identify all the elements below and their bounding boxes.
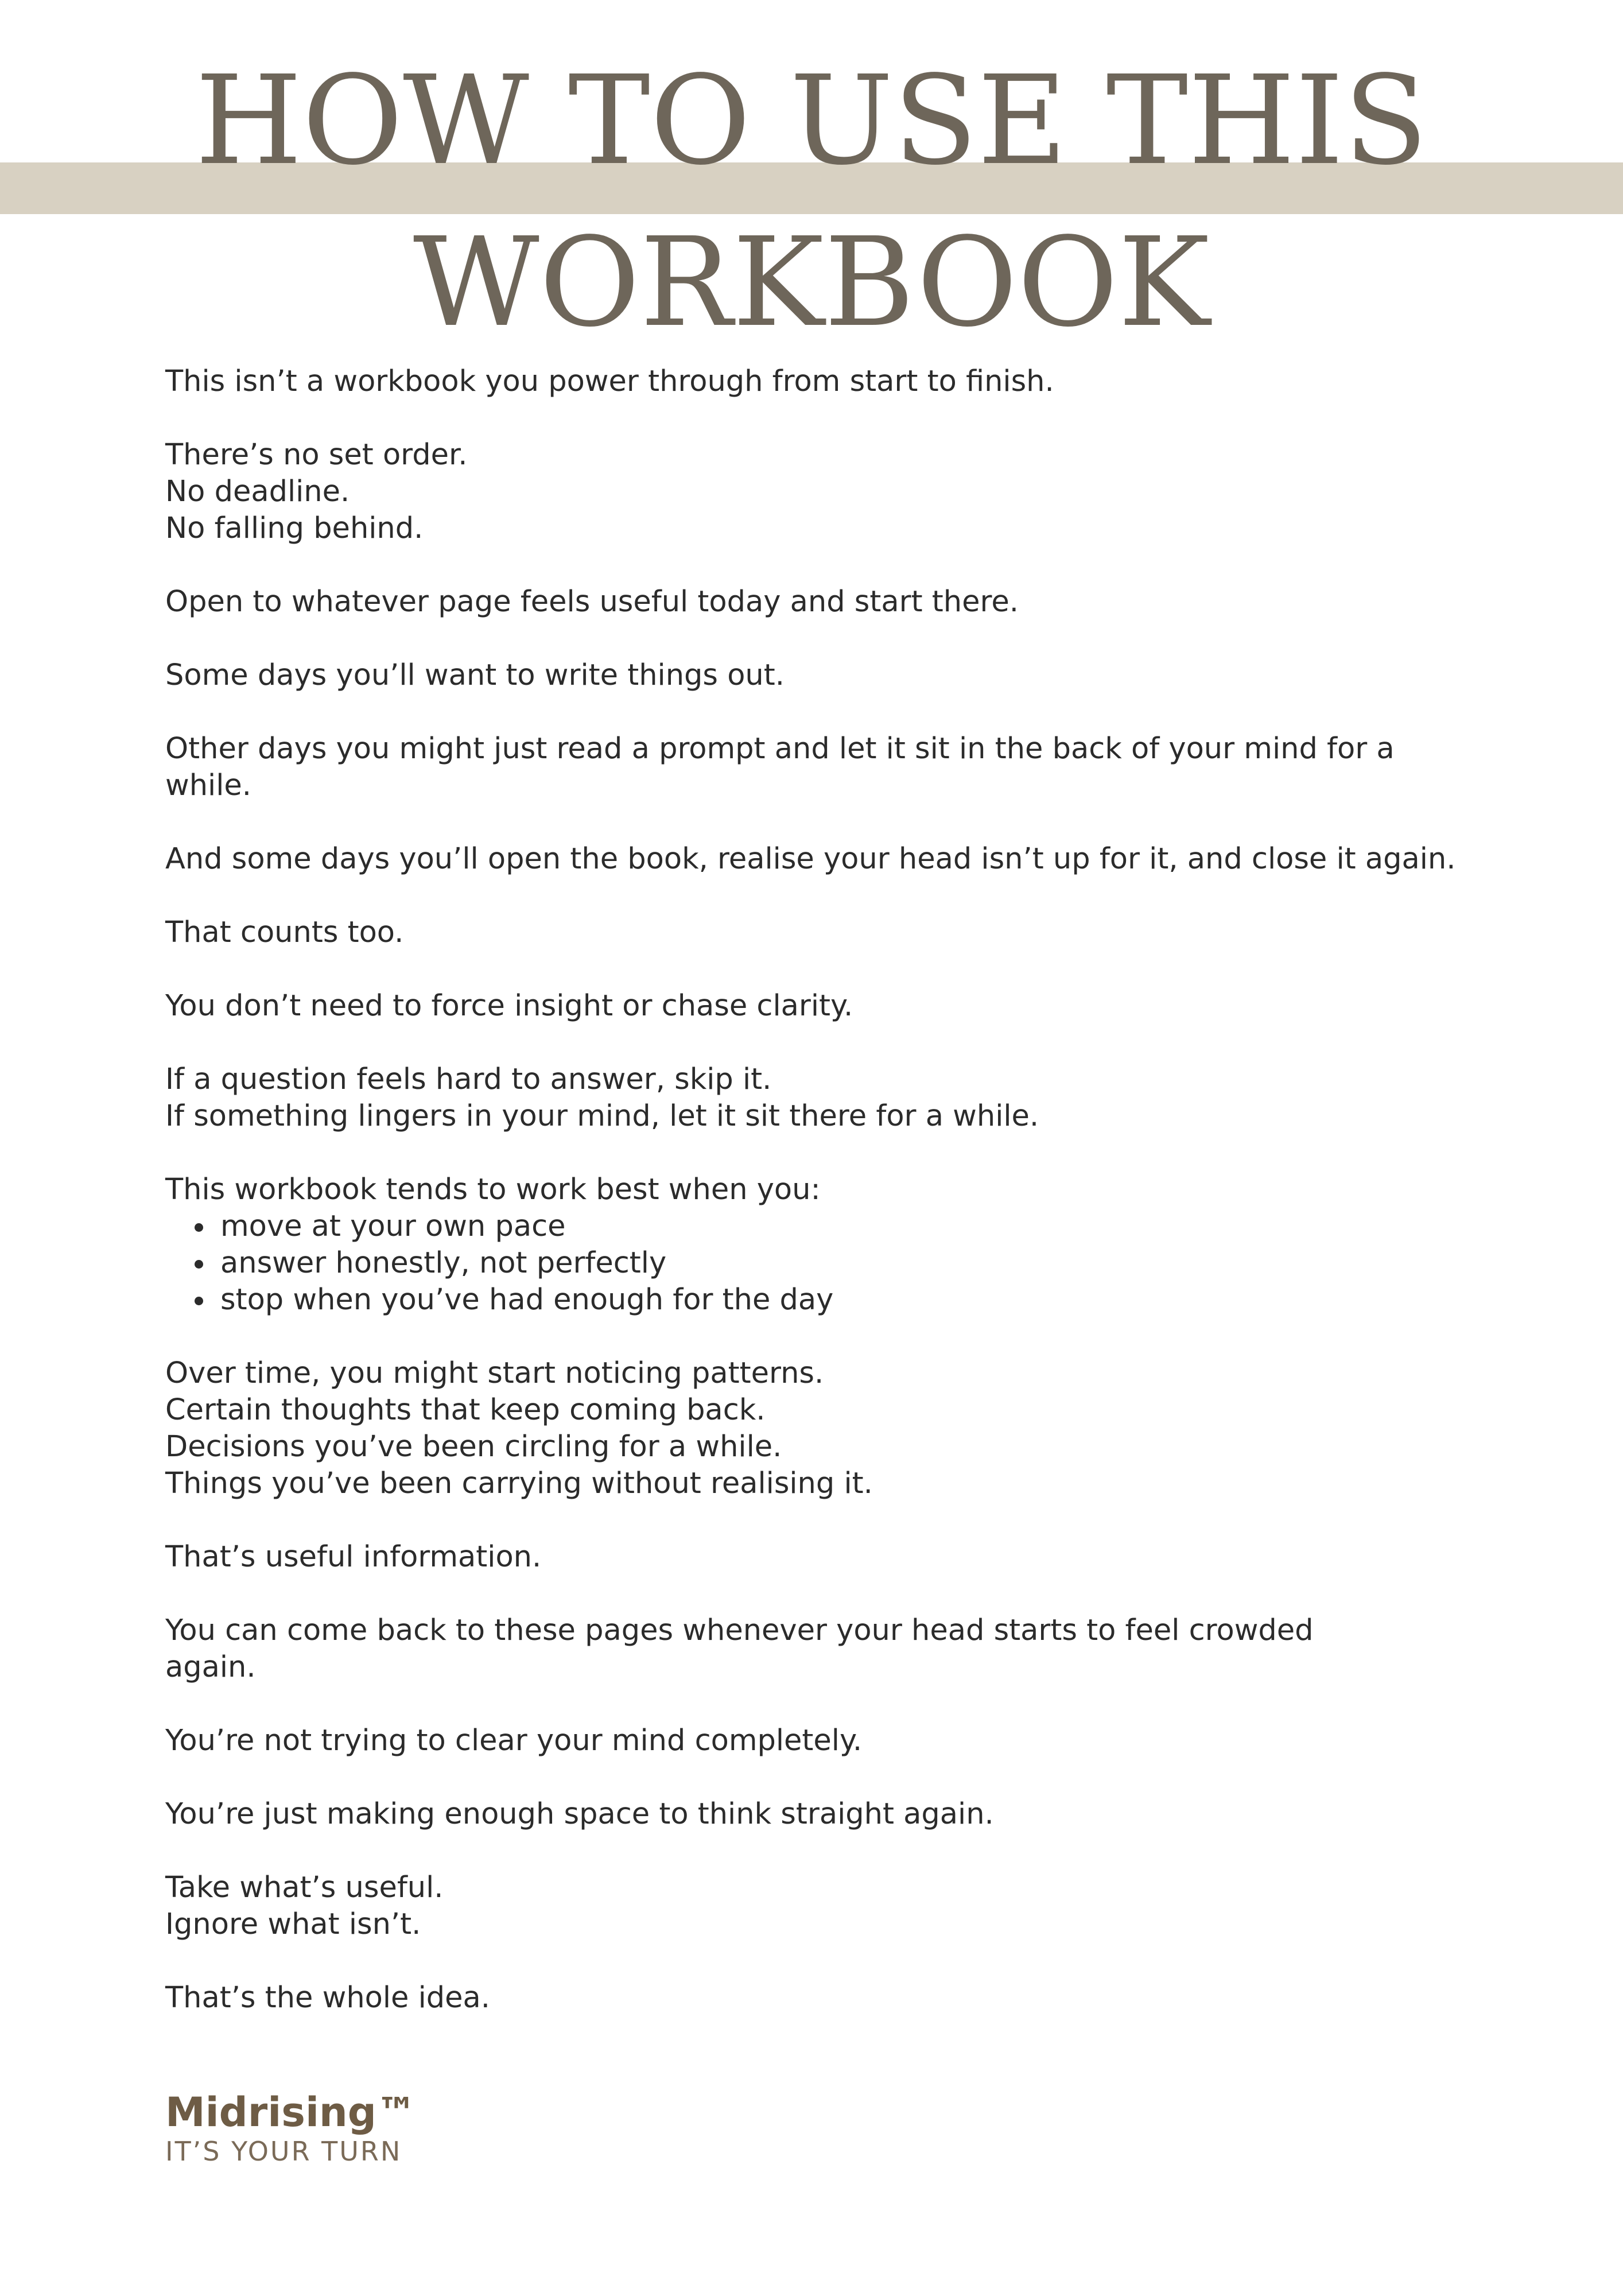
page-title-line-2: WORKBOOK xyxy=(413,211,1210,354)
paragraph xyxy=(165,437,1485,547)
brand-name: Midrising™ xyxy=(165,2089,417,2136)
line: Take what’s useful. xyxy=(165,1871,444,1905)
paragraph: You’re just making enough space to think straight again. xyxy=(165,1797,994,1831)
page-title-line-1: HOW TO USE THIS xyxy=(195,49,1428,192)
paragraph: That’s useful information. xyxy=(165,1540,542,1574)
paragraph xyxy=(165,1612,1485,1686)
line: Ignore what isn’t. xyxy=(165,1907,421,1941)
paragraph: Some days you’ll want to write things out. xyxy=(165,658,785,692)
paragraph: And some days you’ll open the book, realise your head isn’t up for it, and close it again. xyxy=(165,842,1456,876)
line: Things you’ve been carrying without realising it. xyxy=(165,1467,873,1500)
paragraph: Open to whatever page feels useful today and start there. xyxy=(165,585,1019,619)
paragraph: Other days you might just read a prompt and let it sit in the back of your mind for a while. xyxy=(165,732,1395,802)
line: No deadline. xyxy=(165,475,350,509)
list-item: • move at your own pace xyxy=(216,1208,1485,1245)
brand-tagline: IT’S YOUR TURN xyxy=(165,2136,402,2167)
line: again. xyxy=(165,1650,256,1684)
line: Certain thoughts that keep coming back. xyxy=(165,1393,766,1427)
paragraph xyxy=(165,1355,1485,1502)
list-item: • answer honestly, not perfectly xyxy=(216,1245,1485,1282)
paragraph: That’s the whole idea. xyxy=(165,1981,491,2015)
paragraph xyxy=(165,1870,1485,1943)
brand-logo xyxy=(165,2089,417,2167)
line: There’s no set order. xyxy=(165,438,468,472)
line: Over time, you might start noticing patterns. xyxy=(165,1356,824,1390)
line: You can come back to these pages whenever your head starts to feel crowded xyxy=(165,1614,1314,1647)
paragraph: This isn’t a workbook you power through from start to finish. xyxy=(165,364,1054,398)
paragraph xyxy=(165,1061,1485,1135)
list-item: • stop when you’ve had enough for the day xyxy=(216,1282,1485,1318)
bullet-list xyxy=(165,1208,1485,1318)
line: No falling behind. xyxy=(165,511,424,545)
page-title xyxy=(0,40,1623,364)
paragraph: You’re not trying to clear your mind completely. xyxy=(165,1724,863,1758)
line: If a question feels hard to answer, skip it. xyxy=(165,1062,772,1096)
line: If something lingers in your mind, let it sit there for a while. xyxy=(165,1099,1039,1133)
paragraph: That counts too. xyxy=(165,916,404,949)
paragraph: This workbook tends to work best when you: xyxy=(165,1173,821,1207)
paragraph: You don’t need to force insight or chase clarity. xyxy=(165,989,853,1023)
line: Decisions you’ve been circling for a while. xyxy=(165,1430,782,1464)
body-content xyxy=(165,363,1485,2053)
